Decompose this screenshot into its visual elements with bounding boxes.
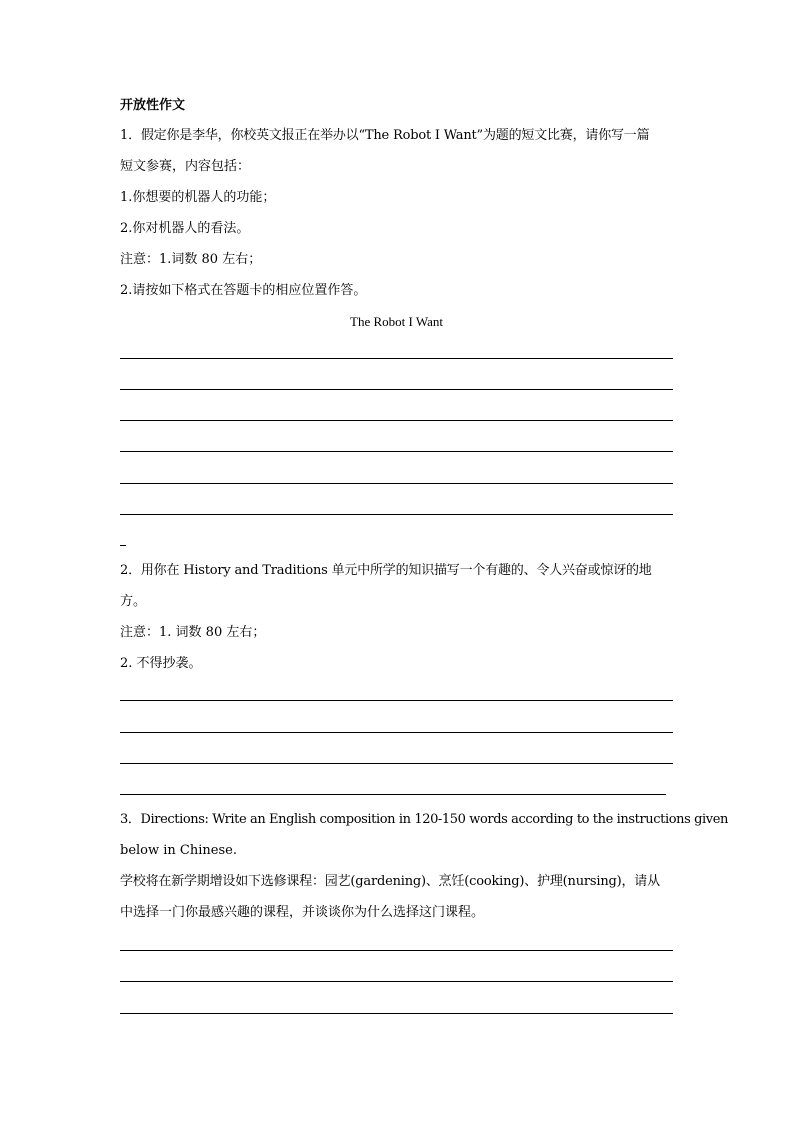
q1-note-1: 注意：1.词数 80 左右； — [120, 252, 262, 267]
q1-essay-title: The Robot I Want — [350, 314, 443, 329]
q3-prompt-line-1: 3．Directions: Write an English composition in 120-150 words according to the instructions given — [120, 812, 729, 827]
q2-prompt-line-2: 方。 — [120, 594, 147, 609]
q3-answer-line[interactable] — [120, 1013, 673, 1014]
q1-note-2: 2.请按如下格式在答题卡的相应位置作答。 — [120, 283, 367, 298]
q3-prompt-line-4: 中选择一门你最感兴趣的课程，并谈谈你为什么选择这门课程。 — [120, 905, 485, 920]
q1-answer-line[interactable] — [120, 420, 673, 421]
q3-prompt-line-3: 学校将在新学期增设如下选修课程：园艺(gardening)、烹饪(cooking)、护理(nursing)，请从 — [120, 874, 660, 889]
q3-answer-line[interactable] — [120, 950, 673, 951]
q1-prompt-line-1: 1．假定你是李华，你校英文报正在举办以“The Robot I Want”为题的短文比赛，请你写一篇 — [120, 128, 650, 143]
q2-note-2: 2. 不得抄袭。 — [120, 656, 202, 671]
q3-prompt-line-2: below in Chinese. — [120, 843, 237, 858]
q1-answer-line[interactable] — [120, 483, 673, 484]
q1-content-item-1: 1.你想要的机器人的功能； — [120, 190, 276, 205]
section-heading: 开放性作文 — [120, 98, 186, 113]
q2-answer-line[interactable] — [120, 763, 673, 764]
q1-answer-line[interactable] — [120, 389, 673, 390]
q1-content-item-2: 2.你对机器人的看法。 — [120, 221, 250, 236]
q3-answer-line[interactable] — [120, 981, 673, 982]
q2-answer-line[interactable] — [120, 794, 666, 795]
q1-answer-line[interactable] — [120, 358, 673, 359]
q2-note-1: 注意：1. 词数 80 左右； — [120, 625, 266, 640]
q2-answer-line[interactable] — [120, 732, 673, 733]
underscore-mark — [120, 545, 126, 546]
q2-answer-line[interactable] — [120, 700, 673, 701]
q2-prompt-line-1: 2．用你在 History and Traditions 单元中所学的知识描写一个有趣的、令人兴奋或惊讶的地 — [120, 563, 652, 578]
q1-answer-line[interactable] — [120, 451, 673, 452]
q1-prompt-line-2: 短文参赛，内容包括： — [120, 159, 251, 174]
q1-answer-line[interactable] — [120, 514, 673, 515]
